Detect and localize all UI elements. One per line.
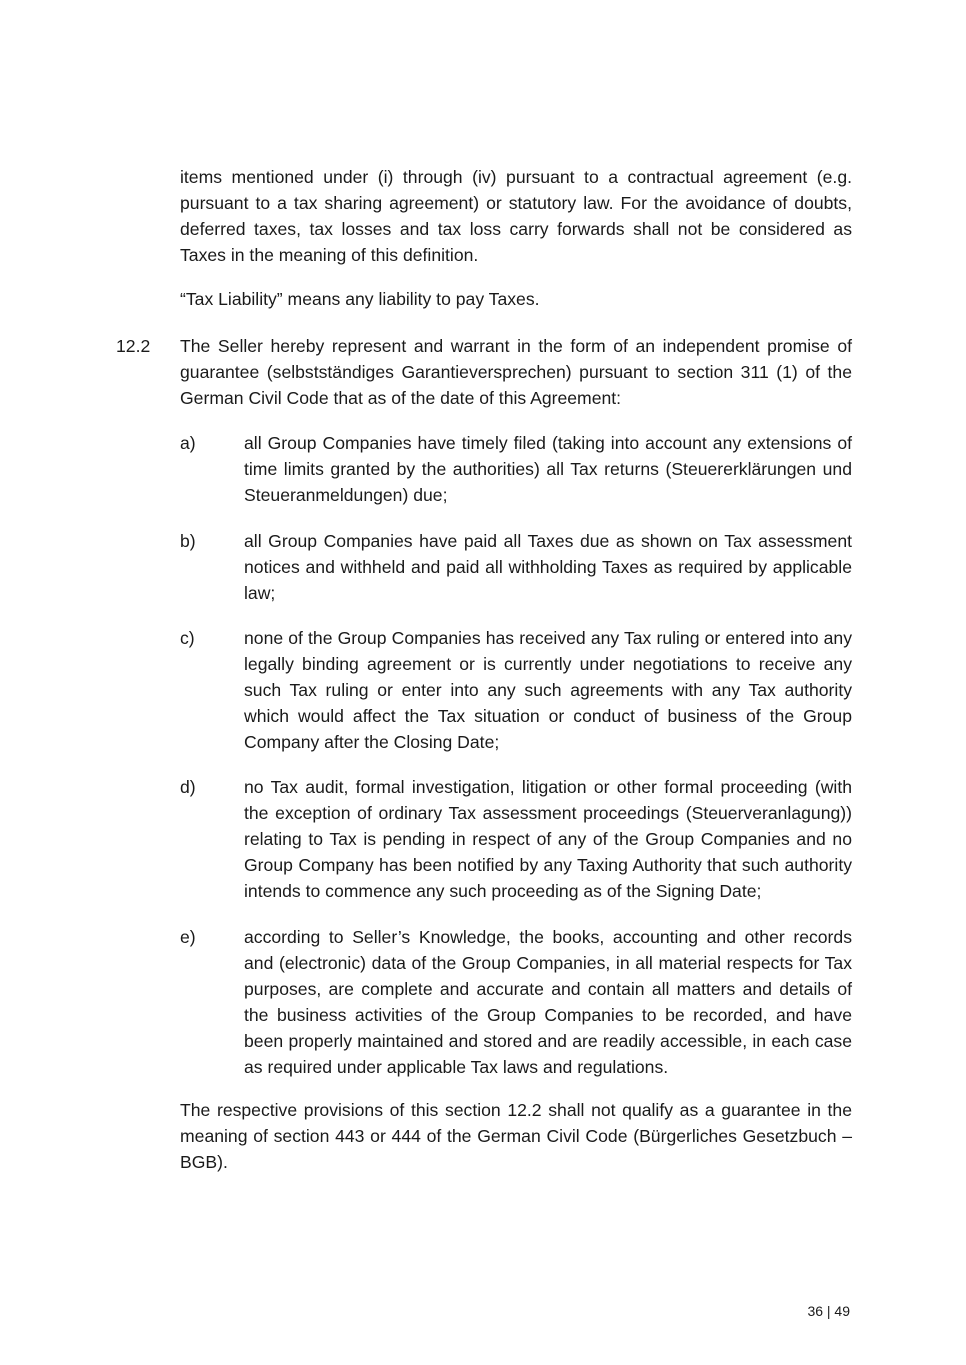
list-item-text-c: none of the Group Companies has received any Tax ruling or entered into any legally binding agreement or is currently under negotiations to receive any such Tax ruling or enter into any such agreements with any Tax authority which would affect the Tax situation or conduct of business of the Group Company after the Closing Date; xyxy=(244,628,852,752)
list-item-text-a: all Group Companies have timely filed (taking into account any extensions of time limits granted by the authorities) all Tax returns (Steuererklärungen und Steueranmeldungen) due; xyxy=(244,433,852,505)
list-item-label-d: d) xyxy=(180,777,196,797)
list-item-label-a: a) xyxy=(180,433,196,453)
list-item-text-d: no Tax audit, formal investigation, litigation or other formal proceeding (with the exception of ordinary Tax assessment proceedings (Steuerveranlagung)) relating to Tax is pending in respect of any of the Group Companies and no Group Company has been notified by any Taxing Authority that such authority intends to commence any such proceeding as of the Signing Date; xyxy=(244,777,852,901)
list-item-label-b: b) xyxy=(180,531,196,551)
section-number: 12.2 xyxy=(116,336,151,356)
page-number: 36 | 49 xyxy=(807,1303,850,1319)
definition-tax-liability: “Tax Liability” means any liability to pay Taxes. xyxy=(180,289,540,309)
intro-paragraph: items mentioned under (i) through (iv) pursuant to a contractual agreement (e.g. pursuant to a tax sharing agreement) or statutory law. For the avoidance of doubts, deferred taxes, tax losses and tax loss carry forwards shall not be considered as Taxes in the meaning of this definition. xyxy=(180,167,852,265)
list-item-text-e: according to Seller’s Knowledge, the books, accounting and other records and (electronic) data of the Group Companies, in all material respects for Tax purposes, are complete and accurate and contain all matters and details of the business activities of the Group Companies to be recorded, and have been properly maintained and stored and are readily accessible, in each case as required under applicable Tax laws and regulations. xyxy=(244,927,852,1077)
list-item-label-e: e) xyxy=(180,927,196,947)
list-item-text-b: all Group Companies have paid all Taxes due as shown on Tax assessment notices and withheld and paid all withholding Taxes as required by applicable law; xyxy=(244,531,852,603)
list-item-label-c: c) xyxy=(180,628,195,648)
section-intro-text: The Seller hereby represent and warrant in the form of an independent promise of guarantee (selbstständiges Garantieversprechen) pursuant to section 311 (1) of the German Civil Code that as of the date of this Agreement: xyxy=(180,336,852,408)
closing-paragraph: The respective provisions of this section 12.2 shall not qualify as a guarantee in the meaning of section 443 or 444 of the German Civil Code (Bürgerliches Gesetzbuch – BGB). xyxy=(180,1100,852,1172)
